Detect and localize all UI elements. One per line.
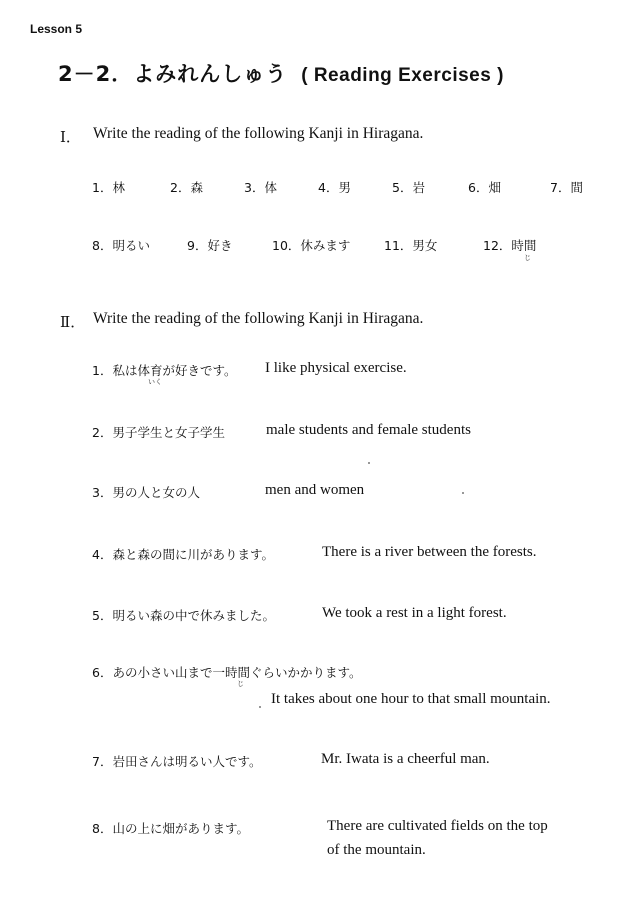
sentence-japanese: 4．森と森の間に川があります。 — [92, 547, 274, 562]
sentence-english: There is a river between the forests. — [322, 544, 537, 560]
kanji-item: 4．男 — [318, 180, 351, 195]
sentence-english: I like physical exercise. — [265, 360, 407, 376]
title-english: ( Reading Exercises ) — [301, 65, 504, 86]
kanji-item: 7．間 — [550, 180, 583, 195]
kanji-item: 8．明るい — [92, 238, 150, 253]
kanji-item: 10．休みます — [272, 238, 351, 253]
section-1-instruction: Write the reading of the following Kanji in Hiragana. — [93, 125, 424, 142]
kanji-item: 5．岩 — [392, 180, 425, 195]
sentence-english: Mr. Iwata is a cheerful man. — [321, 751, 490, 767]
sentence-japanese: 1．私は体育が好きです。 — [92, 363, 237, 378]
sentence-english-continued: of the mountain. — [327, 842, 426, 858]
sentence-japanese: 3．男の人と女の人 — [92, 485, 200, 500]
sentence-english: male students and female students — [266, 422, 471, 438]
sentence-japanese: 5．明るい森の中で休みました。 — [92, 608, 275, 623]
kanji-item: 11．男女 — [384, 238, 438, 253]
sentence-english: We took a rest in a light forest. — [322, 605, 507, 621]
furigana: いく — [148, 378, 162, 386]
kanji-item: 2．森 — [170, 180, 203, 195]
sentence-english: It takes about one hour to that small mountain. — [271, 691, 551, 707]
furigana: じ — [237, 680, 244, 688]
sentence-japanese: 6．あの小さい山まで一時間ぐらいかかります。 — [92, 665, 362, 680]
kanji-item: 9．好き — [187, 238, 233, 253]
kanji-item: 6．畑 — [468, 180, 501, 195]
kanji-item: 3．体 — [244, 180, 277, 195]
sentence-english: There are cultivated fields on the top — [327, 818, 548, 834]
section-1-number: Ⅰ． — [60, 128, 81, 146]
sentence-japanese: 8．山の上に畑があります。 — [92, 821, 249, 836]
scan-speck — [368, 462, 370, 464]
sentence-japanese: 2．男子学生と女子学生 — [92, 425, 225, 440]
kanji-item: 12．時間 — [483, 238, 537, 253]
lesson-label: Lesson 5 — [30, 22, 83, 36]
sentence-japanese: 7．岩田さんは明るい人です。 — [92, 754, 262, 769]
sentence-english: men and women — [265, 482, 365, 498]
furigana: じ — [524, 254, 531, 262]
section-2-number: Ⅱ． — [60, 313, 86, 331]
title-japanese: 2－2．よみれんしゅう — [58, 62, 288, 86]
section-2-instruction: Write the reading of the following Kanji in Hiragana. — [93, 310, 424, 327]
kanji-item: 1．林 — [92, 180, 125, 195]
scan-speck — [462, 492, 464, 494]
scan-speck — [259, 706, 261, 708]
page-title — [58, 58, 504, 88]
